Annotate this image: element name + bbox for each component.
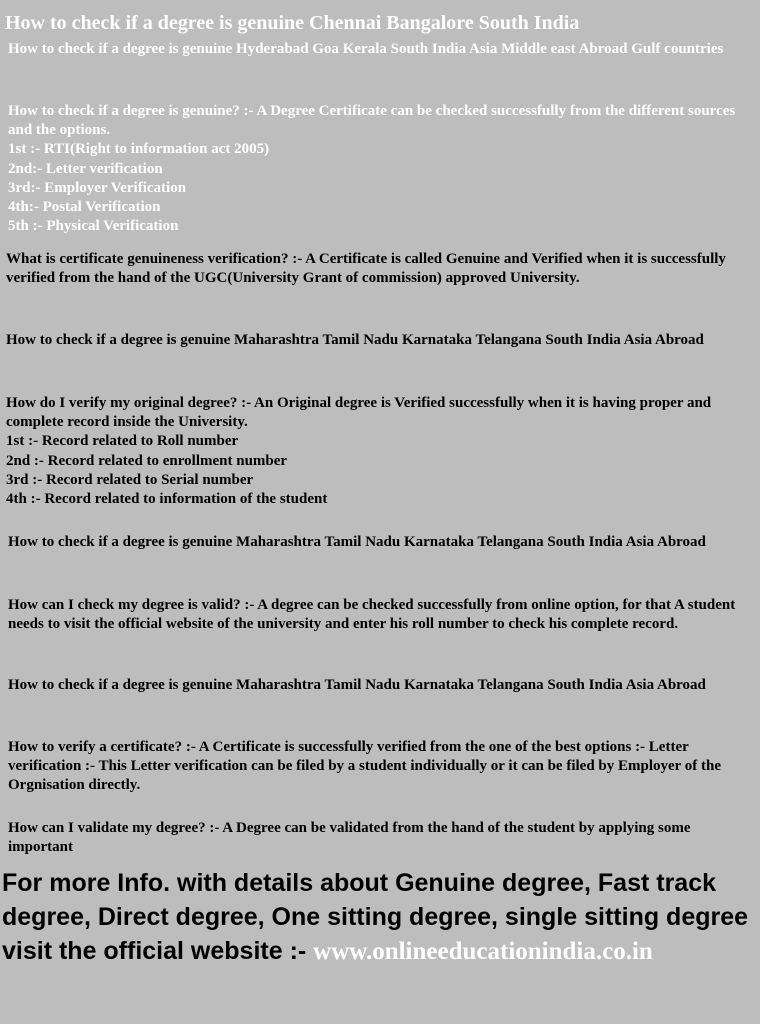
certificate-text: What is certificate genuineness verification? :- A Certificate is called Genuine and Verified when it is successfully verified from the hand of the UGC(University Grant of commission) approved University. (6, 251, 726, 287)
record-item: 1st :- Record related to Roll number (6, 433, 239, 450)
option-item: 4th:- Postal Verification (8, 199, 161, 216)
option-item: 3rd:- Employer Verification (8, 179, 187, 196)
option-item: 5th :- Physical Verification (8, 218, 179, 235)
record-item: 4th :- Record related to information of the student (6, 491, 328, 508)
regions-heading-2: How to check if a degree is genuine Maharashtra Tamil Nadu Karnataka Telangana South India Asia Abroad (8, 534, 706, 550)
genuine-section (8, 102, 754, 236)
original-section (6, 394, 752, 509)
record-item: 3rd :- Record related to Serial number (6, 471, 254, 488)
website-link[interactable]: www.onlineeducationindia.co.in (313, 938, 653, 965)
footer-info (2, 866, 758, 969)
regions-heading-1: How to check if a degree is genuine Maharashtra Tamil Nadu Karnataka Telangana South India Asia Abroad (6, 332, 704, 348)
intro-text: How to check if a degree is genuine Hyderabad Goa Kerala South India Asia Middle east Abroad Gulf countries (8, 41, 724, 57)
regions-heading-3: How to check if a degree is genuine Maharashtra Tamil Nadu Karnataka Telangana South India Asia Abroad (8, 677, 706, 693)
page-title: How to check if a degree is genuine Chennai Bangalore South India (5, 12, 580, 34)
validate-text: How can I validate my degree? :- A Degree can be validated from the hand of the student by applying some important (8, 820, 691, 856)
footer-text: For more Info. with details about Genuine degree, Fast track degree, Direct degree, One sitting degree, single sitting degree visit the official website :- (2, 869, 749, 965)
original-question: How do I verify my original degree? :- An Original degree is Verified successfully when it is having proper and complete record inside the University. (6, 395, 712, 431)
option-item: 2nd:- Letter verification (8, 160, 163, 177)
option-item: 1st :- RTI(Right to information act 2005) (8, 141, 270, 158)
verify-text: How to verify a certificate? :- A Certificate is successfully verified from the one of the best options :- Letter verification :- This Letter verification can be filed by a student individually or it can be filed by Employer of the Orgnisation directly. (8, 739, 722, 794)
genuine-question: How to check if a degree is genuine? :- A Degree Certificate can be checked successfully from the different sources and the options. (8, 103, 736, 139)
valid-text: How can I check my degree is valid? :- A degree can be checked successfully from online option, for that A student needs to visit the official website of the university and enter his roll number to check his complete record. (8, 597, 736, 633)
record-item: 2nd :- Record related to enrollment number (6, 452, 288, 469)
